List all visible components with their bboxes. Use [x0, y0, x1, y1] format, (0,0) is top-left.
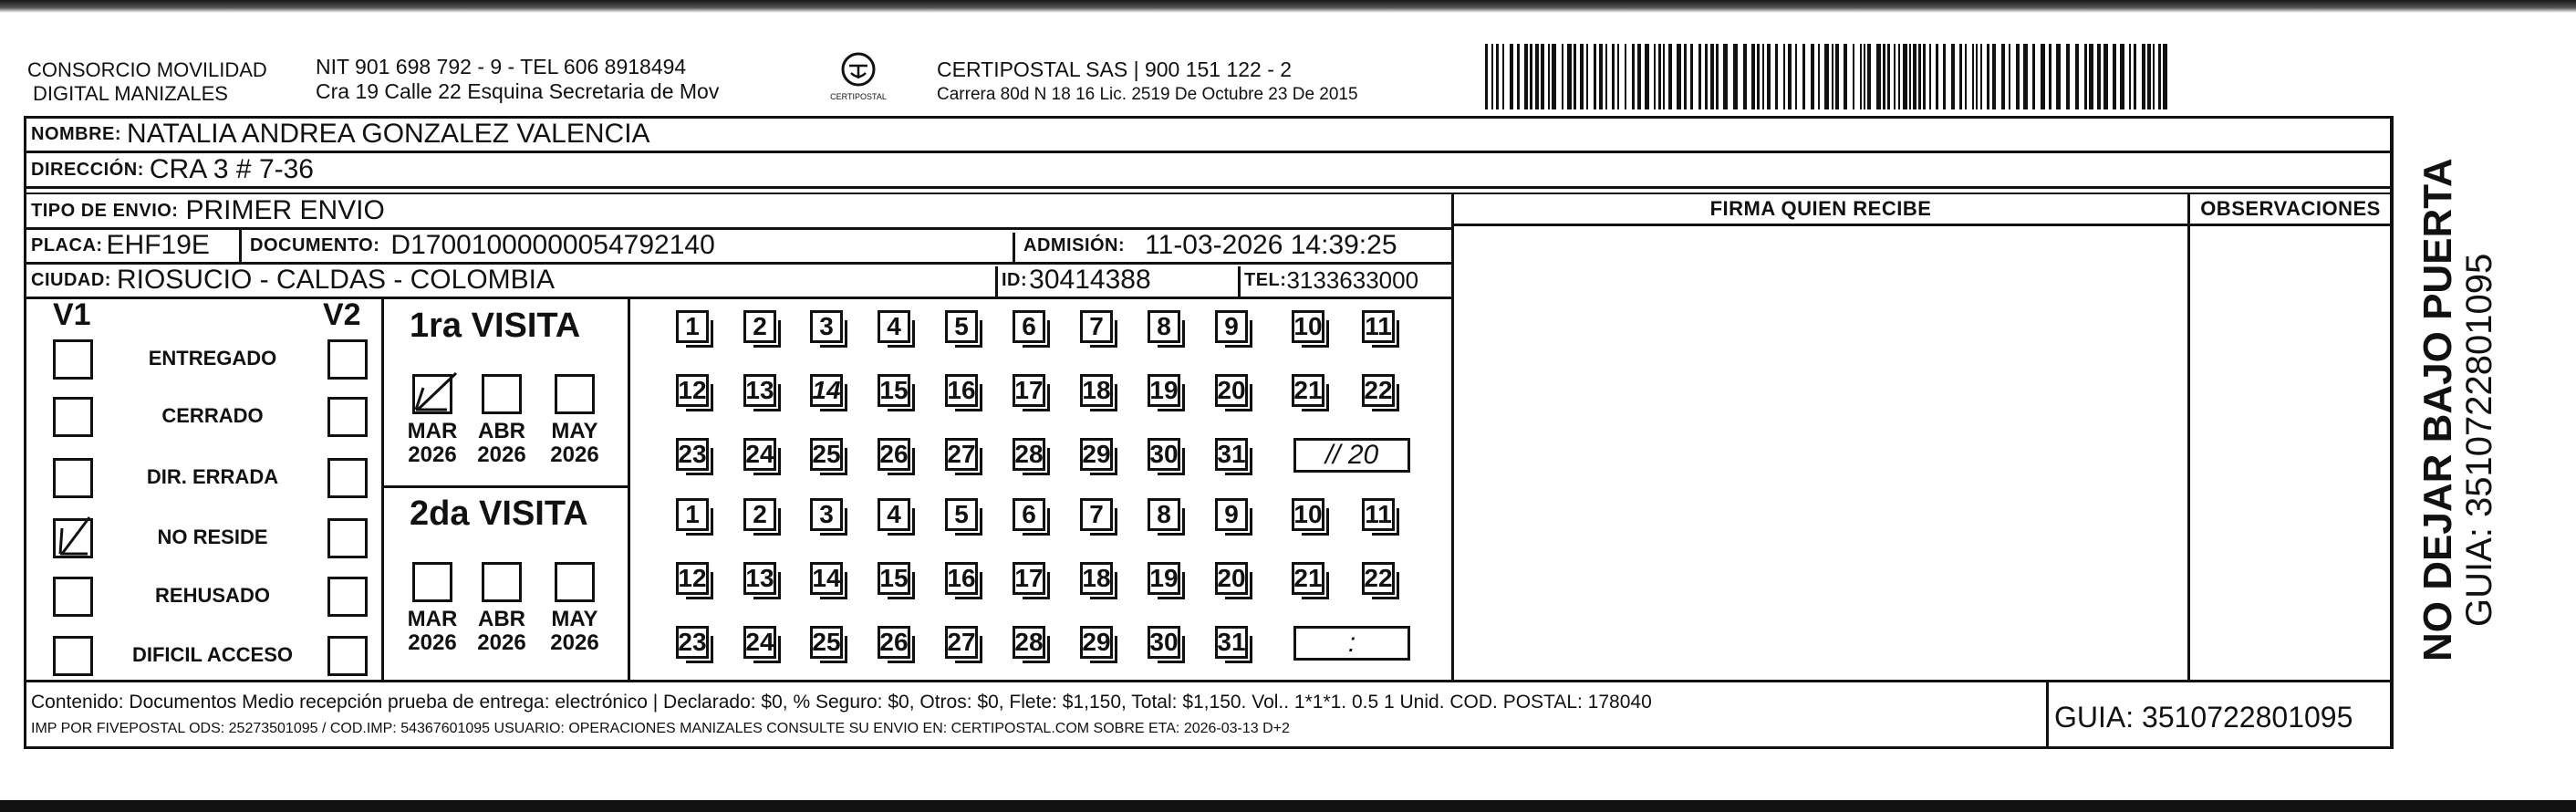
day-box[interactable]: 1 — [676, 498, 709, 531]
day-box[interactable]: 22 — [1362, 374, 1395, 407]
barcode-bar — [1767, 44, 1771, 109]
v2-checkbox[interactable] — [327, 458, 368, 498]
day-box[interactable]: 18 — [1080, 562, 1113, 595]
month-label: MAR 2026 — [407, 419, 458, 467]
scan-bottom-edge — [0, 800, 2576, 812]
placa-label: PLACA: — [31, 234, 103, 255]
barcode-bar — [1743, 44, 1747, 109]
barcode-bar — [1898, 44, 1900, 109]
v1-checkbox[interactable] — [53, 339, 93, 380]
status-option-label: REHUSADO — [155, 584, 270, 607]
barcode-bar — [1698, 44, 1701, 109]
barcode-bar — [1876, 44, 1881, 109]
barcode-bar — [1795, 44, 1797, 109]
barcode-bar — [2113, 44, 2116, 109]
day-box[interactable]: 25 — [810, 626, 843, 659]
barcode-bar — [2142, 44, 2145, 109]
day-box[interactable]: 27 — [945, 438, 978, 471]
day-box[interactable]: 26 — [878, 626, 910, 659]
barcode-bar — [2023, 44, 2028, 109]
tel-label: TEL: — [1244, 269, 1287, 290]
status-option-label: DIFICIL ACCESO — [131, 643, 293, 666]
barcode-bar — [1716, 44, 1719, 109]
barcode-bar — [1524, 44, 1528, 109]
day-box[interactable]: 26 — [878, 438, 910, 471]
barcode-bar — [1864, 44, 1865, 109]
month-checkbox[interactable] — [555, 562, 595, 602]
observaciones-area[interactable] — [2192, 228, 2389, 679]
barcode-bar — [1936, 44, 1938, 109]
barcode-bar — [1757, 44, 1760, 109]
no-dejar-bajo-puerta: NO DEJAR BAJO PUERTA — [2415, 158, 2460, 661]
barcode — [1485, 44, 2175, 109]
v1-checkbox[interactable] — [53, 577, 93, 617]
barcode-bar — [2153, 44, 2155, 109]
day-box[interactable]: 21 — [1292, 374, 1324, 407]
barcode-bar — [1867, 44, 1871, 109]
barcode-bar — [2103, 44, 2108, 109]
barcode-bar — [1562, 44, 1563, 109]
barcode-bar — [2001, 44, 2005, 109]
v2-checkbox[interactable] — [327, 577, 368, 617]
nombre-value: NATALIA ANDREA GONZALEZ VALENCIA — [127, 119, 650, 149]
day-box[interactable]: 7 — [1080, 498, 1113, 531]
status-option-label: CERRADO — [161, 404, 264, 427]
day-box[interactable]: 3 — [810, 498, 843, 531]
day-box[interactable]: 31 — [1215, 438, 1248, 471]
barcode-bar — [1580, 44, 1584, 109]
day-box[interactable]: 6 — [1013, 498, 1045, 531]
day-box[interactable]: 23 — [676, 438, 709, 471]
barcode-bar — [1645, 44, 1649, 109]
day-box[interactable]: 7 — [1080, 310, 1113, 343]
day-box[interactable]: 15 — [878, 562, 910, 595]
company-info: NIT 901 698 792 - 9 - TEL 606 8918494 Cra 19 Calle 22 Esquina Secretaria de Mov — [316, 55, 720, 103]
month-checkbox[interactable] — [482, 562, 522, 602]
day-box[interactable]: 17 — [1013, 562, 1045, 595]
barcode-bar — [2097, 44, 2101, 109]
barcode-bar — [1710, 44, 1714, 109]
barcode-bar — [2032, 44, 2035, 109]
barcode-bar — [1684, 44, 1687, 109]
barcode-bar — [1668, 44, 1672, 109]
day-box[interactable]: 12 — [676, 374, 709, 407]
day-box[interactable]: 13 — [743, 562, 776, 595]
visit-title: 1ra VISITA — [410, 307, 581, 345]
barcode-bar — [1658, 44, 1661, 109]
barcode-bar — [1824, 44, 1829, 109]
barcode-bar — [1574, 44, 1576, 109]
barcode-bar — [1909, 44, 1911, 109]
v2-label: V2 — [323, 297, 361, 332]
direccion-label: DIRECCIÓN: — [31, 159, 144, 180]
tipo-row — [31, 193, 385, 228]
tel-value: 3133633000 — [1286, 265, 1419, 294]
day-box[interactable]: 23 — [676, 626, 709, 659]
day-box[interactable]: 12 — [676, 562, 709, 595]
barcode-bar — [2009, 44, 2010, 109]
barcode-bar — [1625, 44, 1626, 109]
visit-title: 2da VISITA — [410, 494, 588, 533]
id-label: ID: — [1002, 269, 1028, 290]
day-box[interactable]: 28 — [1013, 438, 1045, 471]
day-box[interactable]: 19 — [1148, 562, 1180, 595]
admision-label: ADMISIÓN: — [1023, 234, 1126, 255]
time-box[interactable]: : — [1293, 626, 1410, 661]
day-box[interactable]: 9 — [1215, 498, 1248, 531]
barcode-bar — [1705, 44, 1708, 109]
day-box[interactable]: 14 — [810, 374, 843, 407]
firma-area[interactable] — [1456, 228, 2186, 679]
documento-value: D17001000000054792140 — [390, 230, 715, 260]
side-guia: GUIA: 3510722801095 — [2459, 253, 2499, 627]
month-checkbox[interactable] — [555, 374, 595, 414]
barcode-bar — [1586, 44, 1588, 109]
certipostal-logo: CERTIPOSTAL — [828, 51, 888, 101]
day-box[interactable]: 24 — [743, 438, 776, 471]
day-box[interactable]: 2 — [743, 498, 776, 531]
barcode-bar — [1923, 44, 1926, 109]
barcode-bar — [2129, 44, 2131, 109]
month-checkbox[interactable] — [412, 562, 452, 602]
check-mark-icon — [410, 368, 465, 413]
day-box[interactable]: 10 — [1292, 310, 1324, 343]
barcode-bar — [1541, 44, 1544, 109]
day-box[interactable]: 15 — [878, 374, 910, 407]
id-cell — [1002, 263, 1151, 297]
day-box[interactable]: 6 — [1013, 310, 1045, 343]
contenido-text: Contenido: Documentos Medio recepción prueba de entrega: electrónico | Declarado: $0, % Seguro: $0, Otros: $0, Flete: $1,150, Total: $1,150. Vol.. 1*1*1. 0.5 1 Unid. COD. POSTAL: 178040 — [31, 692, 1652, 713]
barcode-bar — [1517, 44, 1520, 109]
day-box[interactable]: 22 — [1362, 562, 1395, 595]
day-box[interactable]: 8 — [1148, 498, 1180, 531]
barcode-bar — [2016, 44, 2020, 109]
barcode-bar — [1992, 44, 1996, 109]
barcode-bar — [1883, 44, 1885, 109]
day-box[interactable]: 28 — [1013, 626, 1045, 659]
barcode-bar — [1617, 44, 1619, 109]
day-box[interactable]: 4 — [878, 310, 910, 343]
day-box[interactable]: 1 — [676, 310, 709, 343]
barcode-bar — [1802, 44, 1805, 109]
v1-checkbox[interactable] — [53, 518, 93, 558]
ciudad-value: RIOSUCIO - CALDAS - COLOMBIA — [116, 265, 556, 295]
imp-line: IMP POR FIVEPOSTAL ODS: 25273501095 / COD.IMP: 54367601095 USUARIO: OPERACIONES MANIZALES CONSULTE SU ENVIO EN: CERTIPOSTAL.COM SOBRE ETA: 2026-03-13 D+2 — [31, 721, 1290, 736]
month-label: MAY 2026 — [550, 419, 599, 467]
barcode-bar — [1552, 44, 1556, 109]
day-box[interactable]: 30 — [1148, 438, 1180, 471]
v2-checkbox[interactable] — [327, 339, 368, 380]
barcode-bar — [1860, 44, 1862, 109]
barcode-bar — [1929, 44, 1931, 109]
direccion-value: CRA 3 # 7-36 — [149, 154, 314, 184]
v1-checkbox[interactable] — [53, 458, 93, 498]
direccion-row — [31, 152, 314, 187]
month-label: ABR 2026 — [477, 607, 526, 655]
barcode-bar — [1663, 44, 1665, 109]
barcode-bar — [2056, 44, 2061, 109]
barcode-bar — [1530, 44, 1532, 109]
v2-checkbox[interactable] — [327, 397, 368, 437]
courier-info: CERTIPOSTAL SAS | 900 151 122 - 2 Carrera 80d N 18 16 Lic. 2519 De Octubre 23 De 2015 — [937, 57, 1358, 104]
tipo-label: TIPO DE ENVIO: — [31, 200, 179, 221]
day-box[interactable]: 29 — [1080, 438, 1113, 471]
nombre-row — [31, 117, 650, 151]
barcode-bar — [1980, 44, 1982, 109]
barcode-bar — [1788, 44, 1792, 109]
day-box[interactable]: 13 — [743, 374, 776, 407]
admision-value: 11-03-2026 14:39:25 — [1145, 230, 1397, 260]
day-box[interactable]: 16 — [945, 562, 978, 595]
barcode-bar — [1894, 44, 1896, 109]
barcode-bar — [1959, 44, 1962, 109]
barcode-bar — [1567, 44, 1572, 109]
barcode-bar — [1972, 44, 1974, 109]
month-label: ABR 2026 — [477, 419, 526, 467]
day-box[interactable]: 5 — [945, 310, 978, 343]
barcode-bar — [1535, 44, 1539, 109]
barcode-bar — [1853, 44, 1854, 109]
barcode-bar — [1751, 44, 1755, 109]
barcode-bar — [1818, 44, 1820, 109]
barcode-bar — [1733, 44, 1738, 109]
scan-top-edge — [0, 0, 2576, 13]
day-box[interactable]: 4 — [878, 498, 910, 531]
barcode-bar — [1599, 44, 1603, 109]
barcode-bar — [2163, 44, 2167, 109]
barcode-bar — [2120, 44, 2124, 109]
barcode-bar — [1965, 44, 1967, 109]
day-box[interactable]: 27 — [945, 626, 978, 659]
v2-checkbox[interactable] — [327, 518, 368, 558]
v2-checkbox[interactable] — [327, 636, 368, 676]
logo-emblem-icon — [838, 51, 878, 88]
barcode-bar — [1811, 44, 1814, 109]
guia-box: GUIA: 3510722801095 — [2054, 701, 2353, 734]
ciudad-cell — [31, 263, 555, 297]
admision-cell — [1023, 228, 1397, 263]
month-checkbox[interactable] — [482, 374, 522, 414]
day-box[interactable]: 17 — [1013, 374, 1045, 407]
barcode-bar — [1496, 44, 1499, 109]
barcode-bar — [1918, 44, 1921, 109]
nombre-label: NOMBRE: — [31, 123, 122, 144]
barcode-bar — [1677, 44, 1681, 109]
barcode-bar — [1844, 44, 1847, 109]
barcode-bar — [1887, 44, 1890, 109]
barcode-bar — [1605, 44, 1607, 109]
barcode-bar — [1976, 44, 1978, 109]
barcode-bar — [1783, 44, 1785, 109]
day-box[interactable]: 24 — [743, 626, 776, 659]
barcode-bar — [1654, 44, 1656, 109]
month-label: MAY 2026 — [550, 607, 599, 655]
tipo-value: PRIMER ENVIO — [185, 195, 385, 225]
day-box[interactable]: 20 — [1215, 562, 1248, 595]
barcode-bar — [1690, 44, 1693, 109]
barcode-bar — [1502, 44, 1504, 109]
barcode-bar — [1723, 44, 1728, 109]
v1-label: V1 — [53, 297, 91, 332]
id-value: 30414388 — [1029, 265, 1151, 295]
barcode-bar — [2066, 44, 2070, 109]
barcode-bar — [2134, 44, 2136, 109]
observaciones-header: OBSERVACIONES — [2200, 197, 2381, 220]
barcode-bar — [1951, 44, 1955, 109]
barcode-bar — [1485, 44, 1488, 109]
day-box[interactable]: 10 — [1292, 498, 1324, 531]
month-checkbox[interactable] — [412, 374, 452, 414]
day-box[interactable]: 2 — [743, 310, 776, 343]
barcode-bar — [2084, 44, 2087, 109]
barcode-bar — [1832, 44, 1833, 109]
status-option-label: NO RESIDE — [157, 526, 268, 548]
day-box[interactable]: 11 — [1362, 310, 1395, 343]
day-box[interactable]: 8 — [1148, 310, 1180, 343]
v1-checkbox[interactable] — [53, 636, 93, 676]
documento-label: DOCUMENTO: — [250, 234, 380, 255]
day-box[interactable]: 5 — [945, 498, 978, 531]
barcode-bar — [1491, 44, 1493, 109]
barcode-bar — [2075, 44, 2079, 109]
barcode-bar — [1943, 44, 1946, 109]
day-box[interactable]: 14 — [810, 562, 843, 595]
barcode-bar — [1548, 44, 1550, 109]
barcode-bar — [1835, 44, 1839, 109]
day-box[interactable]: 25 — [810, 438, 843, 471]
day-box[interactable]: 21 — [1292, 562, 1324, 595]
barcode-bar — [2089, 44, 2093, 109]
firma-header: FIRMA QUIEN RECIBE — [1709, 197, 1932, 220]
check-mark-icon — [53, 514, 93, 557]
day-box[interactable]: 9 — [1215, 310, 1248, 343]
barcode-bar — [1775, 44, 1778, 109]
day-box[interactable]: 30 — [1148, 626, 1180, 659]
side-text — [2417, 158, 2499, 661]
barcode-bar — [1510, 44, 1513, 109]
barcode-bar — [1594, 44, 1596, 109]
day-box[interactable]: 29 — [1080, 626, 1113, 659]
barcode-bar — [1913, 44, 1916, 109]
barcode-bar — [1987, 44, 1989, 109]
day-box[interactable]: 18 — [1080, 374, 1113, 407]
day-box[interactable]: 31 — [1215, 626, 1248, 659]
status-option-label: DIR. ERRADA — [146, 465, 279, 488]
tel-cell — [1244, 263, 1418, 297]
time-box[interactable]: // 20 — [1293, 438, 1410, 473]
placa-value: EHF19E — [106, 230, 210, 260]
barcode-bar — [1762, 44, 1764, 109]
day-box[interactable]: 16 — [945, 374, 978, 407]
barcode-bar — [1637, 44, 1641, 109]
barcode-bar — [2041, 44, 2045, 109]
barcode-bar — [2158, 44, 2161, 109]
day-box[interactable]: 20 — [1215, 374, 1248, 407]
barcode-bar — [1612, 44, 1615, 109]
v1-checkbox[interactable] — [53, 397, 93, 437]
day-box[interactable]: 11 — [1362, 498, 1395, 531]
documento-cell — [250, 228, 715, 263]
status-option-label: ENTREGADO — [148, 347, 277, 370]
barcode-bar — [1632, 44, 1635, 109]
day-box[interactable]: 19 — [1148, 374, 1180, 407]
day-box[interactable]: 3 — [810, 310, 843, 343]
company-name: CONSORCIO MOVILIDAD DIGITAL MANIZALES — [27, 58, 267, 105]
barcode-bar — [2049, 44, 2051, 109]
barcode-bar — [2147, 44, 2151, 109]
month-label: MAR 2026 — [407, 607, 458, 655]
ciudad-label: CIUDAD: — [31, 269, 111, 290]
barcode-bar — [1903, 44, 1907, 109]
placa-cell — [31, 228, 210, 263]
